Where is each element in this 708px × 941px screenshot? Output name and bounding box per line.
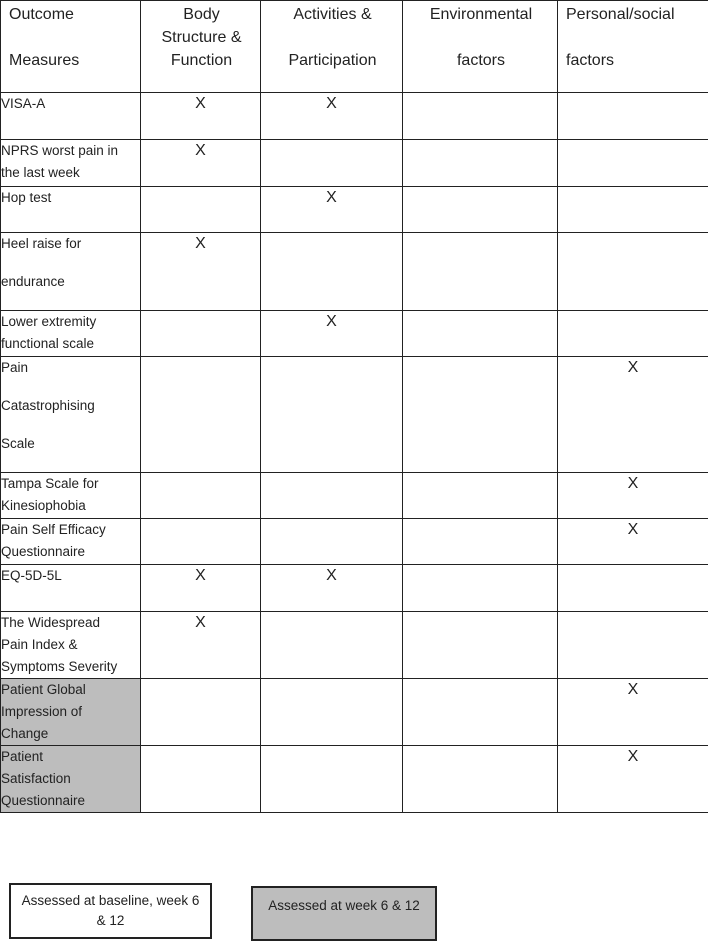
mark-cell-personal bbox=[558, 473, 708, 519]
mark-cell-personal bbox=[558, 746, 708, 813]
measure-name-line: endurance bbox=[1, 274, 65, 289]
measure-name-cell bbox=[1, 93, 141, 140]
measure-name-line: Impression of bbox=[1, 704, 83, 719]
mark-cell-personal bbox=[558, 612, 708, 679]
measure-name-line: NPRS worst pain in bbox=[1, 143, 119, 158]
table-row bbox=[1, 233, 708, 311]
measure-name-cell bbox=[1, 473, 141, 519]
measure-name-line: Pain Index & bbox=[1, 637, 78, 652]
measure-name-line: Hop test bbox=[1, 190, 52, 205]
legend-baseline-label: Assessed at baseline, week 6 & 12 bbox=[21, 893, 200, 928]
mark-cell-activities bbox=[261, 93, 403, 140]
mark-cell-personal bbox=[558, 187, 708, 233]
header-activities-participation: Activities & Participation bbox=[261, 1, 403, 93]
measure-name-line: The Widespread bbox=[1, 615, 101, 630]
mark-cell-body bbox=[141, 473, 261, 519]
mark-cell-body bbox=[141, 565, 261, 612]
measure-name-line: Pain Self Efficacy bbox=[1, 522, 106, 537]
measure-name-line: Kinesiophobia bbox=[1, 498, 86, 513]
mark-cell-environmental bbox=[403, 233, 558, 311]
x-mark: X bbox=[627, 681, 639, 698]
mark-cell-activities bbox=[261, 612, 403, 679]
measure-name-cell bbox=[1, 140, 141, 187]
mark-cell-environmental bbox=[403, 357, 558, 473]
measure-name-line: Tampa Scale for bbox=[1, 476, 99, 491]
measure-name-cell bbox=[1, 233, 141, 311]
measure-name-line: Symptoms Severity bbox=[1, 659, 118, 674]
measure-name-cell bbox=[1, 311, 141, 357]
header-personal-social-factors: Personal/social factors bbox=[558, 1, 708, 93]
mark-cell-personal bbox=[558, 311, 708, 357]
header-environmental-factors: Environmental factors bbox=[403, 1, 558, 93]
measure-name-line: VISA-A bbox=[1, 96, 46, 111]
mark-cell-personal bbox=[558, 679, 708, 746]
table-body bbox=[1, 93, 708, 813]
measure-name-line: Pain bbox=[1, 360, 29, 375]
measure-name-line bbox=[1, 379, 140, 395]
mark-cell-environmental bbox=[403, 612, 558, 679]
measure-name-line: Patient bbox=[1, 749, 44, 764]
mark-cell-activities bbox=[261, 473, 403, 519]
mark-cell-activities bbox=[261, 233, 403, 311]
mark-cell-body bbox=[141, 140, 261, 187]
measure-name-cell bbox=[1, 679, 141, 746]
mark-cell-environmental bbox=[403, 519, 558, 565]
measure-name-line: Patient Global bbox=[1, 682, 86, 697]
mark-cell-personal bbox=[558, 233, 708, 311]
table-row bbox=[1, 679, 708, 746]
measure-name-line: Questionnaire bbox=[1, 544, 86, 559]
mark-cell-body bbox=[141, 187, 261, 233]
mark-cell-body bbox=[141, 357, 261, 473]
legend-week-6-12 bbox=[251, 886, 437, 941]
measure-name-cell bbox=[1, 357, 141, 473]
x-mark: X bbox=[627, 359, 639, 376]
mark-cell-environmental bbox=[403, 565, 558, 612]
mark-cell-environmental bbox=[403, 473, 558, 519]
legend-week-label: Assessed at week 6 & 12 bbox=[268, 898, 420, 913]
measure-name-line: functional scale bbox=[1, 336, 95, 351]
header-body-structure-function: Body Structure & Function bbox=[141, 1, 261, 93]
x-mark: X bbox=[627, 521, 639, 538]
mark-cell-activities bbox=[261, 187, 403, 233]
mark-cell-environmental bbox=[403, 311, 558, 357]
mark-cell-activities bbox=[261, 140, 403, 187]
measure-name-line bbox=[1, 417, 140, 433]
measure-name-line: Lower extremity bbox=[1, 314, 97, 329]
table-row bbox=[1, 612, 708, 679]
x-mark: X bbox=[326, 313, 337, 330]
x-mark: X bbox=[627, 475, 639, 492]
measure-name-cell bbox=[1, 519, 141, 565]
mark-cell-personal bbox=[558, 519, 708, 565]
table-row bbox=[1, 357, 708, 473]
table-row bbox=[1, 519, 708, 565]
mark-cell-body bbox=[141, 93, 261, 140]
mark-cell-body bbox=[141, 233, 261, 311]
mark-cell-environmental bbox=[403, 746, 558, 813]
measure-name-cell bbox=[1, 187, 141, 233]
mark-cell-body bbox=[141, 311, 261, 357]
mark-cell-body bbox=[141, 679, 261, 746]
table-row bbox=[1, 187, 708, 233]
measure-name-cell bbox=[1, 746, 141, 813]
x-mark: X bbox=[326, 95, 337, 112]
measure-name-line: the last week bbox=[1, 165, 80, 180]
table-row bbox=[1, 565, 708, 612]
measure-name-line: Satisfaction bbox=[1, 771, 71, 786]
mark-cell-activities bbox=[261, 565, 403, 612]
mark-cell-body bbox=[141, 746, 261, 813]
mark-cell-body bbox=[141, 612, 261, 679]
mark-cell-activities bbox=[261, 311, 403, 357]
mark-cell-activities bbox=[261, 519, 403, 565]
measure-name-line bbox=[1, 255, 140, 271]
measure-name-line: EQ-5D-5L bbox=[1, 568, 62, 583]
mark-cell-personal bbox=[558, 357, 708, 473]
x-mark: X bbox=[326, 567, 337, 584]
measure-name-cell bbox=[1, 565, 141, 612]
mark-cell-activities bbox=[261, 679, 403, 746]
table-row bbox=[1, 746, 708, 813]
table-row bbox=[1, 473, 708, 519]
x-mark: X bbox=[195, 614, 206, 631]
x-mark: X bbox=[195, 235, 206, 252]
measure-name-line: Heel raise for bbox=[1, 236, 82, 251]
mark-cell-body bbox=[141, 519, 261, 565]
measure-name-line: Catastrophising bbox=[1, 398, 95, 413]
x-mark: X bbox=[326, 189, 337, 206]
mark-cell-personal bbox=[558, 565, 708, 612]
x-mark: X bbox=[627, 748, 639, 765]
measure-name-line: Questionnaire bbox=[1, 793, 86, 808]
mark-cell-environmental bbox=[403, 93, 558, 140]
measure-name-line: Scale bbox=[1, 436, 35, 451]
mark-cell-activities bbox=[261, 357, 403, 473]
mark-cell-environmental bbox=[403, 187, 558, 233]
table-row bbox=[1, 140, 708, 187]
mark-cell-environmental bbox=[403, 140, 558, 187]
x-mark: X bbox=[195, 142, 206, 159]
table-row bbox=[1, 311, 708, 357]
mark-cell-environmental bbox=[403, 679, 558, 746]
measure-name-line: Change bbox=[1, 726, 49, 741]
mark-cell-personal bbox=[558, 140, 708, 187]
measure-name-cell bbox=[1, 612, 141, 679]
legend-baseline bbox=[9, 883, 212, 939]
mark-cell-activities bbox=[261, 746, 403, 813]
mark-cell-personal bbox=[558, 93, 708, 140]
table-row bbox=[1, 93, 708, 140]
header-row bbox=[1, 1, 708, 93]
x-mark: X bbox=[195, 567, 206, 584]
header-outcome-measures: Outcome Measures bbox=[1, 1, 141, 93]
x-mark: X bbox=[195, 95, 206, 112]
